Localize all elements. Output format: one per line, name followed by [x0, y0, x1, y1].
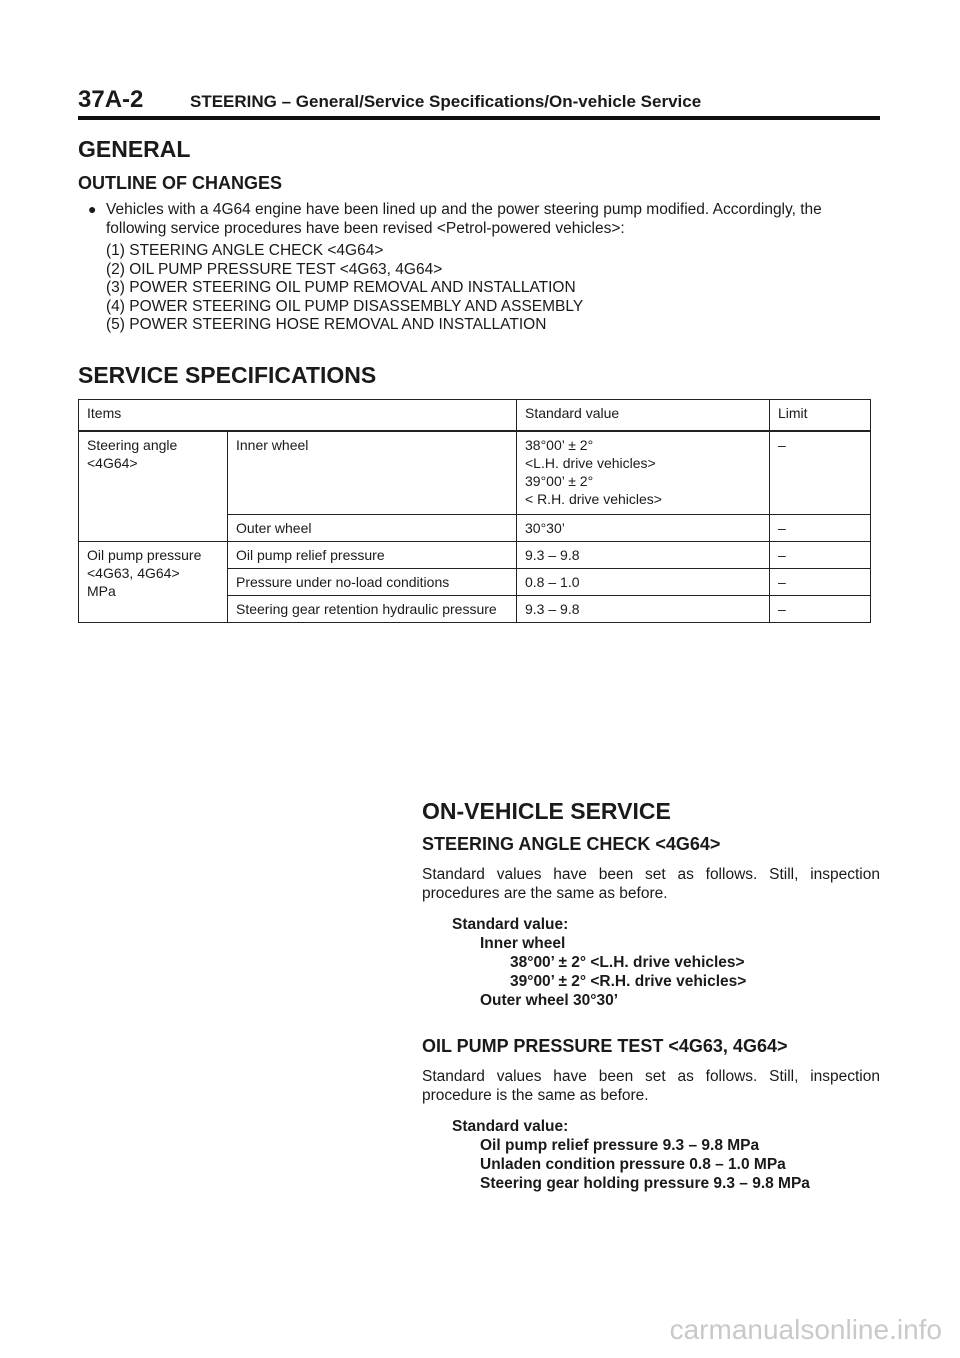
steering-gear-holding-pressure: Steering gear holding pressure 9.3 – 9.8 MPa: [480, 1175, 810, 1192]
group-oil-pump-pressure: Oil pump pressure <4G63, 4G64> MPa: [79, 542, 228, 623]
item-cell: Steering gear retention hydraulic pressure: [228, 596, 517, 623]
list-item: (3) POWER STEERING OIL PUMP REMOVAL AND INSTALLATION: [106, 279, 576, 296]
header-standard-value: Standard value: [517, 400, 770, 432]
header-rule: [78, 116, 880, 120]
oil-pump-pressure-test-title: OIL PUMP PRESSURE TEST <4G63, 4G64>: [422, 1036, 788, 1056]
standard-cell: 30°30’: [517, 515, 770, 542]
list-item: (5) POWER STEERING HOSE REMOVAL AND INSTALLATION: [106, 316, 547, 333]
section-title-service-specifications: SERVICE SPECIFICATIONS: [78, 362, 377, 388]
standard-cell: 38°00’ ± 2° <L.H. drive vehicles> 39°00’ ± 2° < R.H. drive vehicles>: [517, 431, 770, 515]
unladen-condition-pressure: Unladen condition pressure 0.8 – 1.0 MPa: [480, 1156, 786, 1173]
standard-cell: 0.8 – 1.0: [517, 569, 770, 596]
spec-table: [78, 399, 871, 623]
limit-cell: –: [770, 569, 871, 596]
table-row: [79, 542, 871, 569]
inner-wheel-rh-value: 39°00’ ± 2° <R.H. drive vehicles>: [510, 973, 747, 990]
outer-wheel-value: Outer wheel 30°30’: [480, 992, 619, 1009]
standard-cell: 9.3 – 9.8: [517, 596, 770, 623]
inner-wheel-lh-value: 38°00’ ± 2° <L.H. drive vehicles>: [510, 954, 745, 971]
item-cell: Pressure under no-load conditions: [228, 569, 517, 596]
standard-cell: 9.3 – 9.8: [517, 542, 770, 569]
watermark: carmanualsonline.info: [669, 1314, 942, 1345]
changes-list: [106, 242, 583, 335]
limit-cell: –: [770, 542, 871, 569]
table-header-row: [79, 400, 871, 432]
oil-pump-relief-pressure: Oil pump relief pressure 9.3 – 9.8 MPa: [480, 1137, 760, 1154]
standard-value-label: Standard value:: [452, 916, 569, 933]
limit-cell: –: [770, 596, 871, 623]
group-steering-angle: Steering angle <4G64>: [79, 431, 228, 542]
list-item: (1) STEERING ANGLE CHECK <4G64>: [106, 242, 384, 259]
bullet-icon: ●: [88, 201, 97, 217]
page-number: 37A-2: [78, 86, 144, 113]
outline-bullet-text: Vehicles with a 4G64 engine have been lined up and the power steering pump modified. Accordingly, the following service procedures have been revised <Petrol-powered vehicles>:: [106, 201, 822, 237]
item-cell: Oil pump relief pressure: [228, 542, 517, 569]
steering-angle-check-title: STEERING ANGLE CHECK <4G64>: [422, 834, 721, 854]
list-item: (2) OIL PUMP PRESSURE TEST <4G63, 4G64>: [106, 260, 443, 278]
limit-cell: –: [770, 431, 871, 515]
section-title-on-vehicle-service: ON-VEHICLE SERVICE: [422, 798, 671, 824]
outline-of-changes-title: OUTLINE OF CHANGES: [78, 173, 283, 193]
list-item: (4) POWER STEERING OIL PUMP DISASSEMBLY AND ASSEMBLY: [106, 297, 584, 315]
item-cell: Outer wheel: [228, 515, 517, 542]
header-limit: Limit: [770, 400, 871, 432]
standard-value-label: Standard value:: [452, 1118, 569, 1135]
inner-wheel-label: Inner wheel: [480, 935, 566, 952]
on-vehicle-content: [422, 834, 880, 1193]
limit-cell: –: [770, 515, 871, 542]
steering-angle-check-text: Standard values have been set as follows. Still, inspection procedures are the same as before.: [422, 866, 880, 902]
oil-pump-pressure-test-text: Standard values have been set as follows. Still, inspection procedure is the same as before.: [422, 1068, 880, 1104]
running-title: STEERING – General/Service Specifications/On-vehicle Service: [190, 92, 702, 111]
item-cell: Inner wheel: [228, 431, 517, 515]
section-title-general: GENERAL: [78, 136, 191, 162]
table-row: [79, 431, 871, 515]
header-items: Items: [79, 400, 517, 432]
